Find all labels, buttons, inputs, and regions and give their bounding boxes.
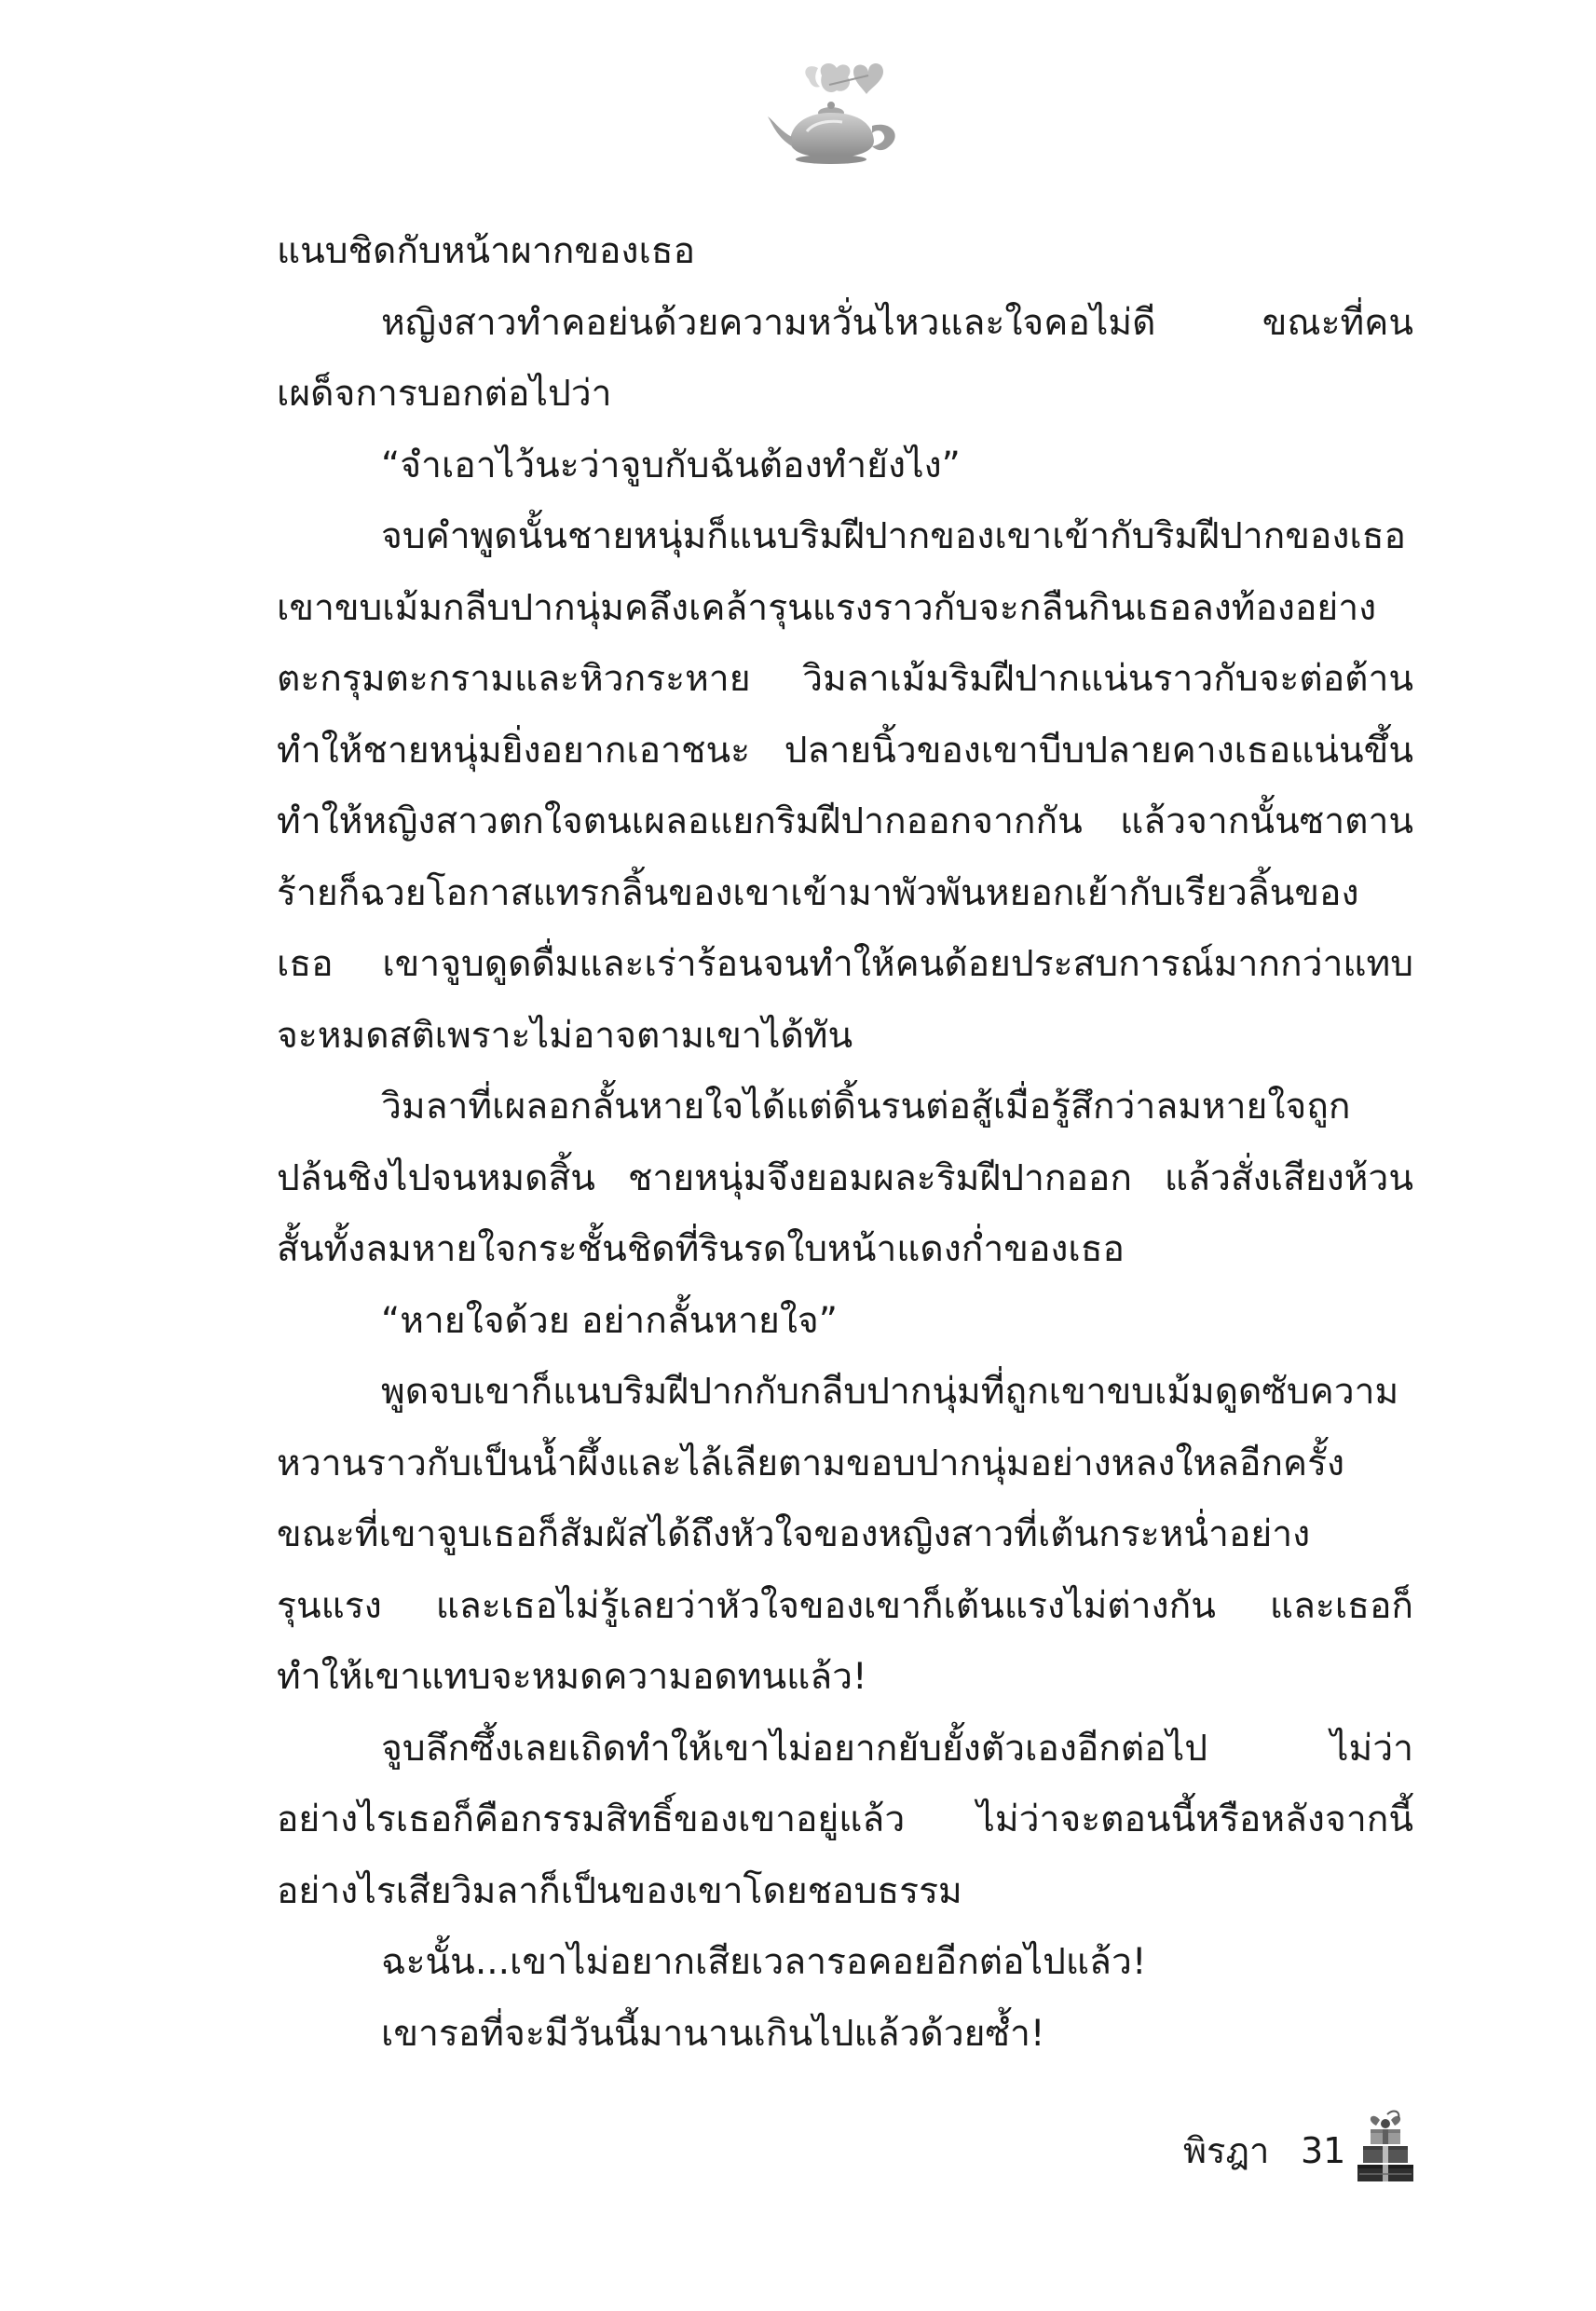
gift-box-stack-icon (1356, 2107, 1415, 2183)
paragraph: ฉะนั้น...เขาไม่อยากเสียเวลารอคอยอีกต่อไปแล้ว! (381, 1941, 1147, 1983)
paragraph: จบคำพูดนั้นชายหนุ่มก็แนบริมฝีปากของเขาเข้ากับริมฝีปากของเธอ เขาขบเม้มกลีบปากนุ่มคลึงเคล้ารุนแรงราวกับจะกลืนกินเธอลงท้องอย่างตะกรุมตะกรามและหิวกระหาย วิมลาเม้มริมฝีปากแน่นราวกับจะต่อต้าน ทำให้ชายหนุ่มยิ่งอยากเอาชนะ ปลายนิ้วของเขาบีบปลายคางเธอแน่นขึ้น ทำให้หญิงสาวตกใจตนเผลอแยกริมฝีปากออกจากกัน แล้วจากนั้นซาตานร้ายก็ฉวยโอกาสแทรกลิ้นของเขาเข้ามาพัวพันหยอกเย้ากับเรียวลิ้นของเธอ เขาจูบดูดดื่มและเร่าร้อนจนทำให้คนด้อยประสบการณ์มากกว่าแทบจะหมดสติเพราะไม่อาจตามเขาได้ทัน (277, 515, 1413, 1057)
paragraph: “จำเอาไว้นะว่าจูบกับฉันต้องทำยังไง” (381, 444, 961, 486)
paragraph: “หายใจด้วย อย่ากลั้นหายใจ” (381, 1299, 838, 1342)
paragraph: จูบลึกซึ้งเลยเถิดทำให้เขาไม่อยากยับยั้งตัวเองอีกต่อไป ไม่ว่าอย่างไรเธอก็คือกรรมสิทธิ์ของเขาอยู่แล้ว ไม่ว่าจะตอนนี้หรือหลังจากนี้อย่างไรเสียวิมลาก็เป็นของเขาโดยชอบธรรม (277, 1727, 1413, 1912)
teapot-cupid-ornament-icon (764, 51, 913, 172)
paragraph: เขารอที่จะมีวันนี้มานานเกินไปแล้วด้วยซ้ำ! (381, 2012, 1045, 2055)
page-footer (1118, 2120, 1416, 2195)
author-name: พิรฎา (1183, 2130, 1270, 2171)
paragraph: แนบชิดกับหน้าผากของเธอ (277, 230, 696, 272)
paragraph: หญิงสาวทำคอย่นด้วยความหวั่นไหวและใจคอไม่ดี ขณะที่คนเผด็จการบอกต่อไปว่า (277, 301, 1413, 415)
paragraph: พูดจบเขาก็แนบริมฝีปากกับกลีบปากนุ่มที่ถูกเขาขบเม้มดูดซับความหวานราวกับเป็นน้ำผึ้งและไล้เลียตามขอบปากนุ่มอย่างหลงใหลอีกครั้ง ขณะที่เขาจูบเธอก็สัมผัสได้ถึงหัวใจของหญิงสาวที่เต้นกระหน่ำอย่างรุนแรง และเธอไม่รู้เลยว่าหัวใจของเขาก็เต้นแรงไม่ต่างกัน และเธอก็ทำให้เขาแทบจะหมดความอดทนแล้ว! (277, 1371, 1413, 1698)
page-number: 31 (1301, 2130, 1346, 2171)
paragraph: วิมลาที่เผลอกลั้นหายใจได้แต่ดิ้นรนต่อสู้เมื่อรู้สึกว่าลมหายใจถูกปล้นชิงไปจนหมดสิ้น ชายหนุ่มจึงยอมผละริมฝีปากออก แล้วสั่งเสียงห้วนสั้นทั้งลมหายใจกระชั้นชิดที่รินรดใบหน้าแดงก่ำของเธอ (277, 1086, 1413, 1270)
body-text (277, 216, 1413, 2070)
